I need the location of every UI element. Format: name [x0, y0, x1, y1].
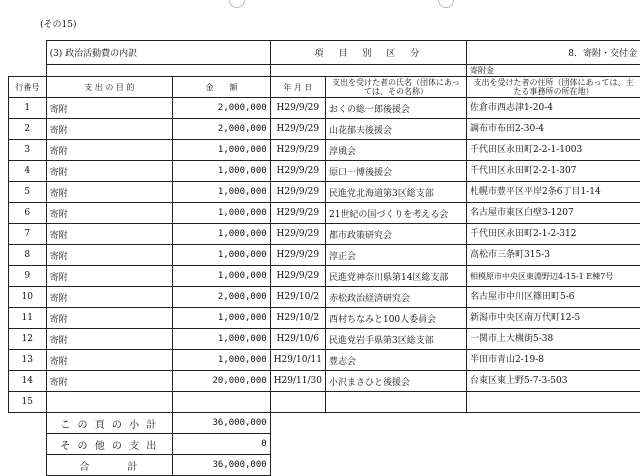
cell-address: 新潟市中央区南万代町12-5 — [467, 308, 640, 329]
cell-amount: 1,000,000 — [173, 203, 271, 224]
cell-amount: 2,000,000 — [173, 119, 271, 140]
table-row — [9, 119, 640, 140]
cell-amount: 1,000,000 — [173, 245, 271, 266]
table-row — [9, 182, 640, 203]
category-header: 項 目 別 区 分 — [270, 41, 466, 65]
cell-recipient: 淳風会 — [325, 140, 466, 161]
cell-amount: 1,000,000 — [173, 182, 271, 203]
table-row — [9, 308, 640, 329]
cell-date: H29/9/29 — [270, 203, 325, 224]
cell-row-number: 5 — [9, 182, 47, 203]
cell-date: H29/10/2 — [270, 308, 325, 329]
cell-amount: 1,000,000 — [173, 140, 271, 161]
table-row — [9, 245, 640, 266]
cell-address: 調布市布田2-30-4 — [467, 119, 640, 140]
cell-date: H29/9/29 — [270, 245, 325, 266]
cell-amount: 20,000,000 — [173, 371, 271, 392]
table-row — [9, 287, 640, 308]
cell-recipient: 山花郁夫後援会 — [325, 119, 466, 140]
page-subtotal: 36,000,000 — [173, 413, 271, 434]
cell-amount: 1,000,000 — [173, 266, 271, 287]
col-purpose: 支 出 の 目 的 — [46, 77, 173, 98]
table-row — [9, 329, 640, 350]
cell-amount: 2,000,000 — [173, 98, 271, 119]
cell-row-number: 6 — [9, 203, 47, 224]
punch-hole — [438, 0, 454, 8]
table-row — [9, 224, 640, 245]
cell-amount: 1,000,000 — [173, 308, 271, 329]
cell-date: H29/11/30 — [270, 371, 325, 392]
col-row-no: 行番号 — [9, 77, 47, 98]
cell-purpose: 寄附 — [46, 350, 173, 371]
cell-purpose: 寄附 — [46, 182, 173, 203]
cell-purpose: 寄附 — [46, 245, 173, 266]
cell-row-number: 14 — [9, 371, 47, 392]
cell-address: 高松市三条町315-3 — [467, 245, 640, 266]
expenditure-table — [8, 40, 640, 476]
cell-address: 名古屋市東区白壁3-1207 — [467, 203, 640, 224]
cell-purpose: 寄附 — [46, 266, 173, 287]
cell-row-number: 12 — [9, 329, 47, 350]
cell-purpose: 寄附 — [46, 287, 173, 308]
cell-purpose: 寄附 — [46, 98, 173, 119]
cell-date: H29/9/29 — [270, 98, 325, 119]
cell-recipient: おくの総一郎後援会 — [325, 98, 466, 119]
cell-date: H29/9/29 — [270, 224, 325, 245]
cell-recipient: 民進党神奈川県第14区総支部 — [325, 266, 466, 287]
cell-purpose — [46, 392, 173, 413]
cell-row-number: 13 — [9, 350, 47, 371]
section-title: (3) 政治活動費の内訳 — [46, 41, 270, 65]
table-row — [9, 392, 640, 413]
other-expenses-label: そ の 他 の 支 出 — [46, 434, 173, 455]
other-expenses: 0 — [173, 434, 271, 455]
col-address: 支出を受けた者の住所（団体にあっては、主たる事務所の所在地） — [467, 77, 640, 98]
cell-row-number: 1 — [9, 98, 47, 119]
cell-recipient: 西村ちなみと100人委員会 — [325, 308, 466, 329]
cell-purpose: 寄附 — [46, 308, 173, 329]
cell-amount: 2,000,000 — [173, 287, 271, 308]
cell-amount: 1,000,000 — [173, 224, 271, 245]
cell-date: H29/9/29 — [270, 182, 325, 203]
cell-purpose: 寄附 — [46, 329, 173, 350]
subcategory: 寄附金 — [467, 65, 640, 77]
cell-address: 佐倉市西志津1-20-4 — [467, 98, 640, 119]
right-category: 8．寄附・交付金 — [467, 41, 640, 65]
cell-recipient: 赤松政治経済研究会 — [325, 287, 466, 308]
cell-recipient: 民進党岩手県第3区総支部 — [325, 329, 466, 350]
total-label: 合 計 — [46, 455, 173, 476]
col-amount: 金 額 — [173, 77, 271, 98]
page-label: (その15) — [40, 17, 76, 30]
cell-address: 名古屋市中川区篠田町5-6 — [467, 287, 640, 308]
cell-row-number: 7 — [9, 224, 47, 245]
cell-date — [270, 392, 325, 413]
table-row — [9, 266, 640, 287]
col-recipient: 支出を受けた者の氏名（団体にあっては、その名称） — [325, 77, 466, 98]
cell-date: H29/9/29 — [270, 140, 325, 161]
cell-recipient — [325, 392, 466, 413]
cell-amount — [173, 392, 271, 413]
cell-row-number: 4 — [9, 161, 47, 182]
table-row — [9, 98, 640, 119]
cell-purpose: 寄附 — [46, 203, 173, 224]
cell-address: 千代田区永田町2-1-2-312 — [467, 224, 640, 245]
cell-recipient: 淳正会 — [325, 245, 466, 266]
cell-address: 千代田区永田町2-2-1-1003 — [467, 140, 640, 161]
cell-row-number: 8 — [9, 245, 47, 266]
cell-date: H29/10/11 — [270, 350, 325, 371]
cell-date: H29/9/29 — [270, 161, 325, 182]
cell-address: 一関市上大槻街5-38 — [467, 329, 640, 350]
cell-row-number: 3 — [9, 140, 47, 161]
cell-address: 半田市青山2-19-8 — [467, 350, 640, 371]
cell-row-number: 2 — [9, 119, 47, 140]
table-row — [9, 371, 640, 392]
cell-amount: 1,000,000 — [173, 329, 271, 350]
table-row — [9, 161, 640, 182]
cell-row-number: 9 — [9, 266, 47, 287]
cell-address: 札幌市豊平区平岸2条6丁目1-14 — [467, 182, 640, 203]
punch-hole — [229, 0, 245, 8]
cell-date: H29/10/6 — [270, 329, 325, 350]
table-row — [9, 140, 640, 161]
cell-address: 千代田区永田町2-2-1-307 — [467, 161, 640, 182]
table-row — [9, 350, 640, 371]
cell-purpose: 寄附 — [46, 119, 173, 140]
cell-purpose: 寄附 — [46, 161, 173, 182]
grand-total: 36,000,000 — [173, 455, 271, 476]
cell-purpose: 寄附 — [46, 140, 173, 161]
cell-purpose: 寄附 — [46, 224, 173, 245]
cell-address — [467, 392, 640, 413]
cell-recipient: 21世紀の国づくりを考える会 — [325, 203, 466, 224]
cell-recipient: 豊志会 — [325, 350, 466, 371]
cell-row-number: 10 — [9, 287, 47, 308]
cell-row-number: 15 — [9, 392, 47, 413]
cell-date: H29/9/29 — [270, 119, 325, 140]
cell-date: H29/10/2 — [270, 287, 325, 308]
cell-recipient: 原口一博後援会 — [325, 161, 466, 182]
table-row — [9, 203, 640, 224]
cell-amount: 1,000,000 — [173, 350, 271, 371]
page-subtotal-label: こ の 頁 の 小 計 — [46, 413, 173, 434]
cell-recipient: 都市政策研究会 — [325, 224, 466, 245]
col-date: 年 月 日 — [270, 77, 325, 98]
cell-row-number: 11 — [9, 308, 47, 329]
cell-recipient: 小沢まさひと後援会 — [325, 371, 466, 392]
cell-amount: 1,000,000 — [173, 161, 271, 182]
cell-address: 相模原市中央区東淵野辺4-15-1 E棟7号 — [467, 266, 640, 287]
cell-purpose: 寄附 — [46, 371, 173, 392]
cell-date: H29/9/29 — [270, 266, 325, 287]
cell-address: 台東区東上野5-7-3-503 — [467, 371, 640, 392]
cell-recipient: 民進党北海道第3区総支部 — [325, 182, 466, 203]
